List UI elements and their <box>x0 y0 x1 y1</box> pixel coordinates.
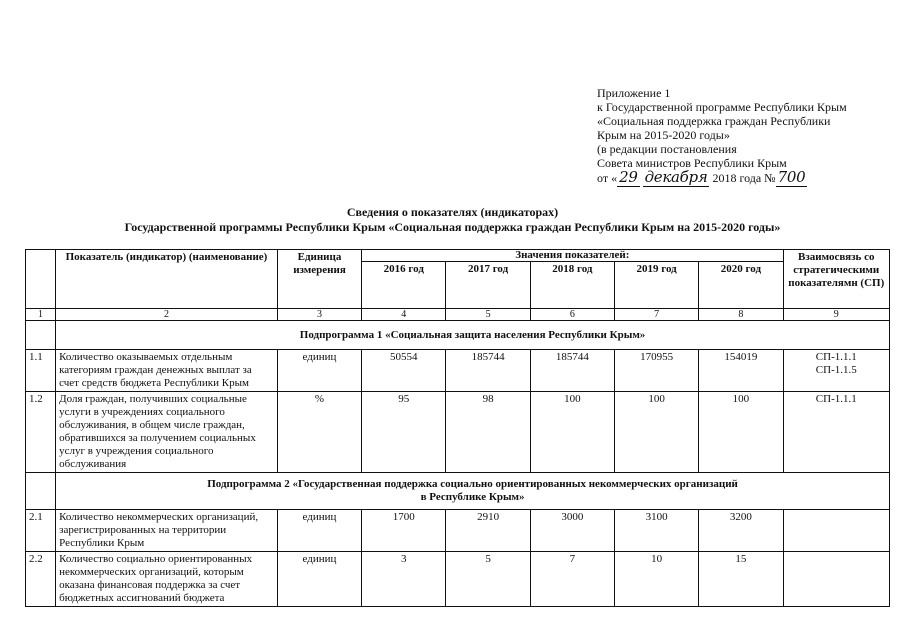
header-indicator: Показатель (индикатор) (наименование) <box>56 250 278 309</box>
handwritten-day: 29 <box>619 168 638 186</box>
value-2017: 185744 <box>446 350 530 392</box>
table-row <box>26 552 890 607</box>
row-indicator: Количество социально ориентированных некоммерческих организаций, которым оказана финансовая поддержка за счет бюджетных ассигнований бюджета <box>56 552 278 607</box>
handwritten-number: 700 <box>777 168 806 186</box>
subprogram-row <box>26 473 890 510</box>
value-2017: 2910 <box>446 510 530 552</box>
link-code: СП-1.1.5 <box>815 364 857 376</box>
value-2019: 3100 <box>614 510 698 552</box>
value-2018: 7 <box>530 552 614 607</box>
row-number: 1.2 <box>26 392 56 473</box>
document-title <box>0 205 905 235</box>
value-2020: 3200 <box>699 510 783 552</box>
col-num: 4 <box>362 309 446 321</box>
value-2016: 3 <box>362 552 446 607</box>
header-link: Взаимосвязь со стратегическими показателямн (СП) <box>783 250 889 309</box>
table-row <box>26 510 890 552</box>
row-unit: единиц <box>277 510 361 552</box>
year-2020: 2020 год <box>699 262 783 309</box>
row-unit: % <box>277 392 361 473</box>
value-2016: 1700 <box>362 510 446 552</box>
row-unit: единиц <box>277 552 361 607</box>
subprogram-title-line: Подпрограмма 1 «Социальная защита населения Республики Крым» <box>299 328 646 341</box>
col-num: 2 <box>56 309 278 321</box>
subprogram-title-line: Подпрограмма 2 «Государственная поддержка социально ориентированных некоммерческих организаций <box>207 478 738 490</box>
subprogram-stub <box>26 321 56 350</box>
value-2016: 95 <box>362 392 446 473</box>
header-values: Значения показателей: <box>362 250 783 262</box>
row-number: 2.2 <box>26 552 56 607</box>
col-num: 1 <box>26 309 56 321</box>
value-2019: 170955 <box>614 350 698 392</box>
annex-line: (в редакции постановления <box>597 142 737 156</box>
header-number-cell <box>26 250 56 309</box>
annex-block <box>597 86 847 185</box>
row-indicator: Количество некоммерческих организаций, зарегистрированных на территории Республики Крым <box>56 510 278 552</box>
annex-line: Совета министров Республики Крым <box>597 156 787 170</box>
subprogram-title <box>56 321 890 350</box>
value-2018: 100 <box>530 392 614 473</box>
value-2020: 15 <box>699 552 783 607</box>
link-code: СП-1.1.1 <box>815 393 857 405</box>
row-link <box>783 552 889 607</box>
year-2019: 2019 год <box>614 262 698 309</box>
annex-line: Приложение 1 <box>597 86 671 100</box>
row-link <box>783 350 889 392</box>
col-num: 9 <box>783 309 889 321</box>
value-2018: 3000 <box>530 510 614 552</box>
col-num: 8 <box>699 309 783 321</box>
year-2017: 2017 год <box>446 262 530 309</box>
link-code: СП-1.1.1 <box>815 351 857 363</box>
row-link <box>783 392 889 473</box>
annex-line: Крым на 2015-2020 годы» <box>597 128 730 142</box>
annex-line: «Социальная поддержка граждан Республики <box>597 114 831 128</box>
year-2016: 2016 год <box>362 262 446 309</box>
value-2019: 10 <box>614 552 698 607</box>
row-number: 1.1 <box>26 350 56 392</box>
value-2019: 100 <box>614 392 698 473</box>
date-prefix: от « <box>597 171 618 185</box>
row-link <box>783 510 889 552</box>
col-num: 7 <box>614 309 698 321</box>
value-2020: 100 <box>699 392 783 473</box>
col-num: 5 <box>446 309 530 321</box>
header-row <box>26 250 890 262</box>
subprogram-title-line: в Республике Крым» <box>420 491 525 503</box>
value-2016: 50554 <box>362 350 446 392</box>
table-row <box>26 350 890 392</box>
header-unit: Единица измерения <box>277 250 361 309</box>
subprogram-row <box>26 321 890 350</box>
annex-date-line <box>597 170 847 185</box>
value-2017: 98 <box>446 392 530 473</box>
date-suffix: 2018 года № <box>712 171 776 185</box>
handwritten-month: декабря <box>644 168 708 186</box>
row-unit: единиц <box>277 350 361 392</box>
row-indicator: Количество оказываемых отдельным категориям граждан денежных выплат за счет средств бюджета Республики Крым <box>56 350 278 392</box>
row-number: 2.1 <box>26 510 56 552</box>
col-num: 3 <box>277 309 361 321</box>
value-2017: 5 <box>446 552 530 607</box>
subprogram-stub <box>26 473 56 510</box>
title-line-1: Сведения о показателях (индикаторах) <box>346 205 559 219</box>
value-2018: 185744 <box>530 350 614 392</box>
year-2018: 2018 год <box>530 262 614 309</box>
annex-line: к Государственной программе Республики Крым <box>597 100 847 114</box>
title-line-2: Государственной программы Республики Крым «Социальная поддержка граждан Республики Крым на 2015-2020 годы» <box>124 220 781 234</box>
scan-artifact-marks <box>240 0 440 4</box>
row-indicator: Доля граждан, получивших социальные услуги в учреждениях социального обслуживания, в общем числе граждан, обратившихся за получением социальных услуг в учреждения социального обслуживания <box>56 392 278 473</box>
value-2020: 154019 <box>699 350 783 392</box>
indicators-table <box>25 249 890 607</box>
table-row <box>26 392 890 473</box>
subprogram-title <box>56 473 890 510</box>
col-num: 6 <box>530 309 614 321</box>
column-number-row <box>26 309 890 321</box>
